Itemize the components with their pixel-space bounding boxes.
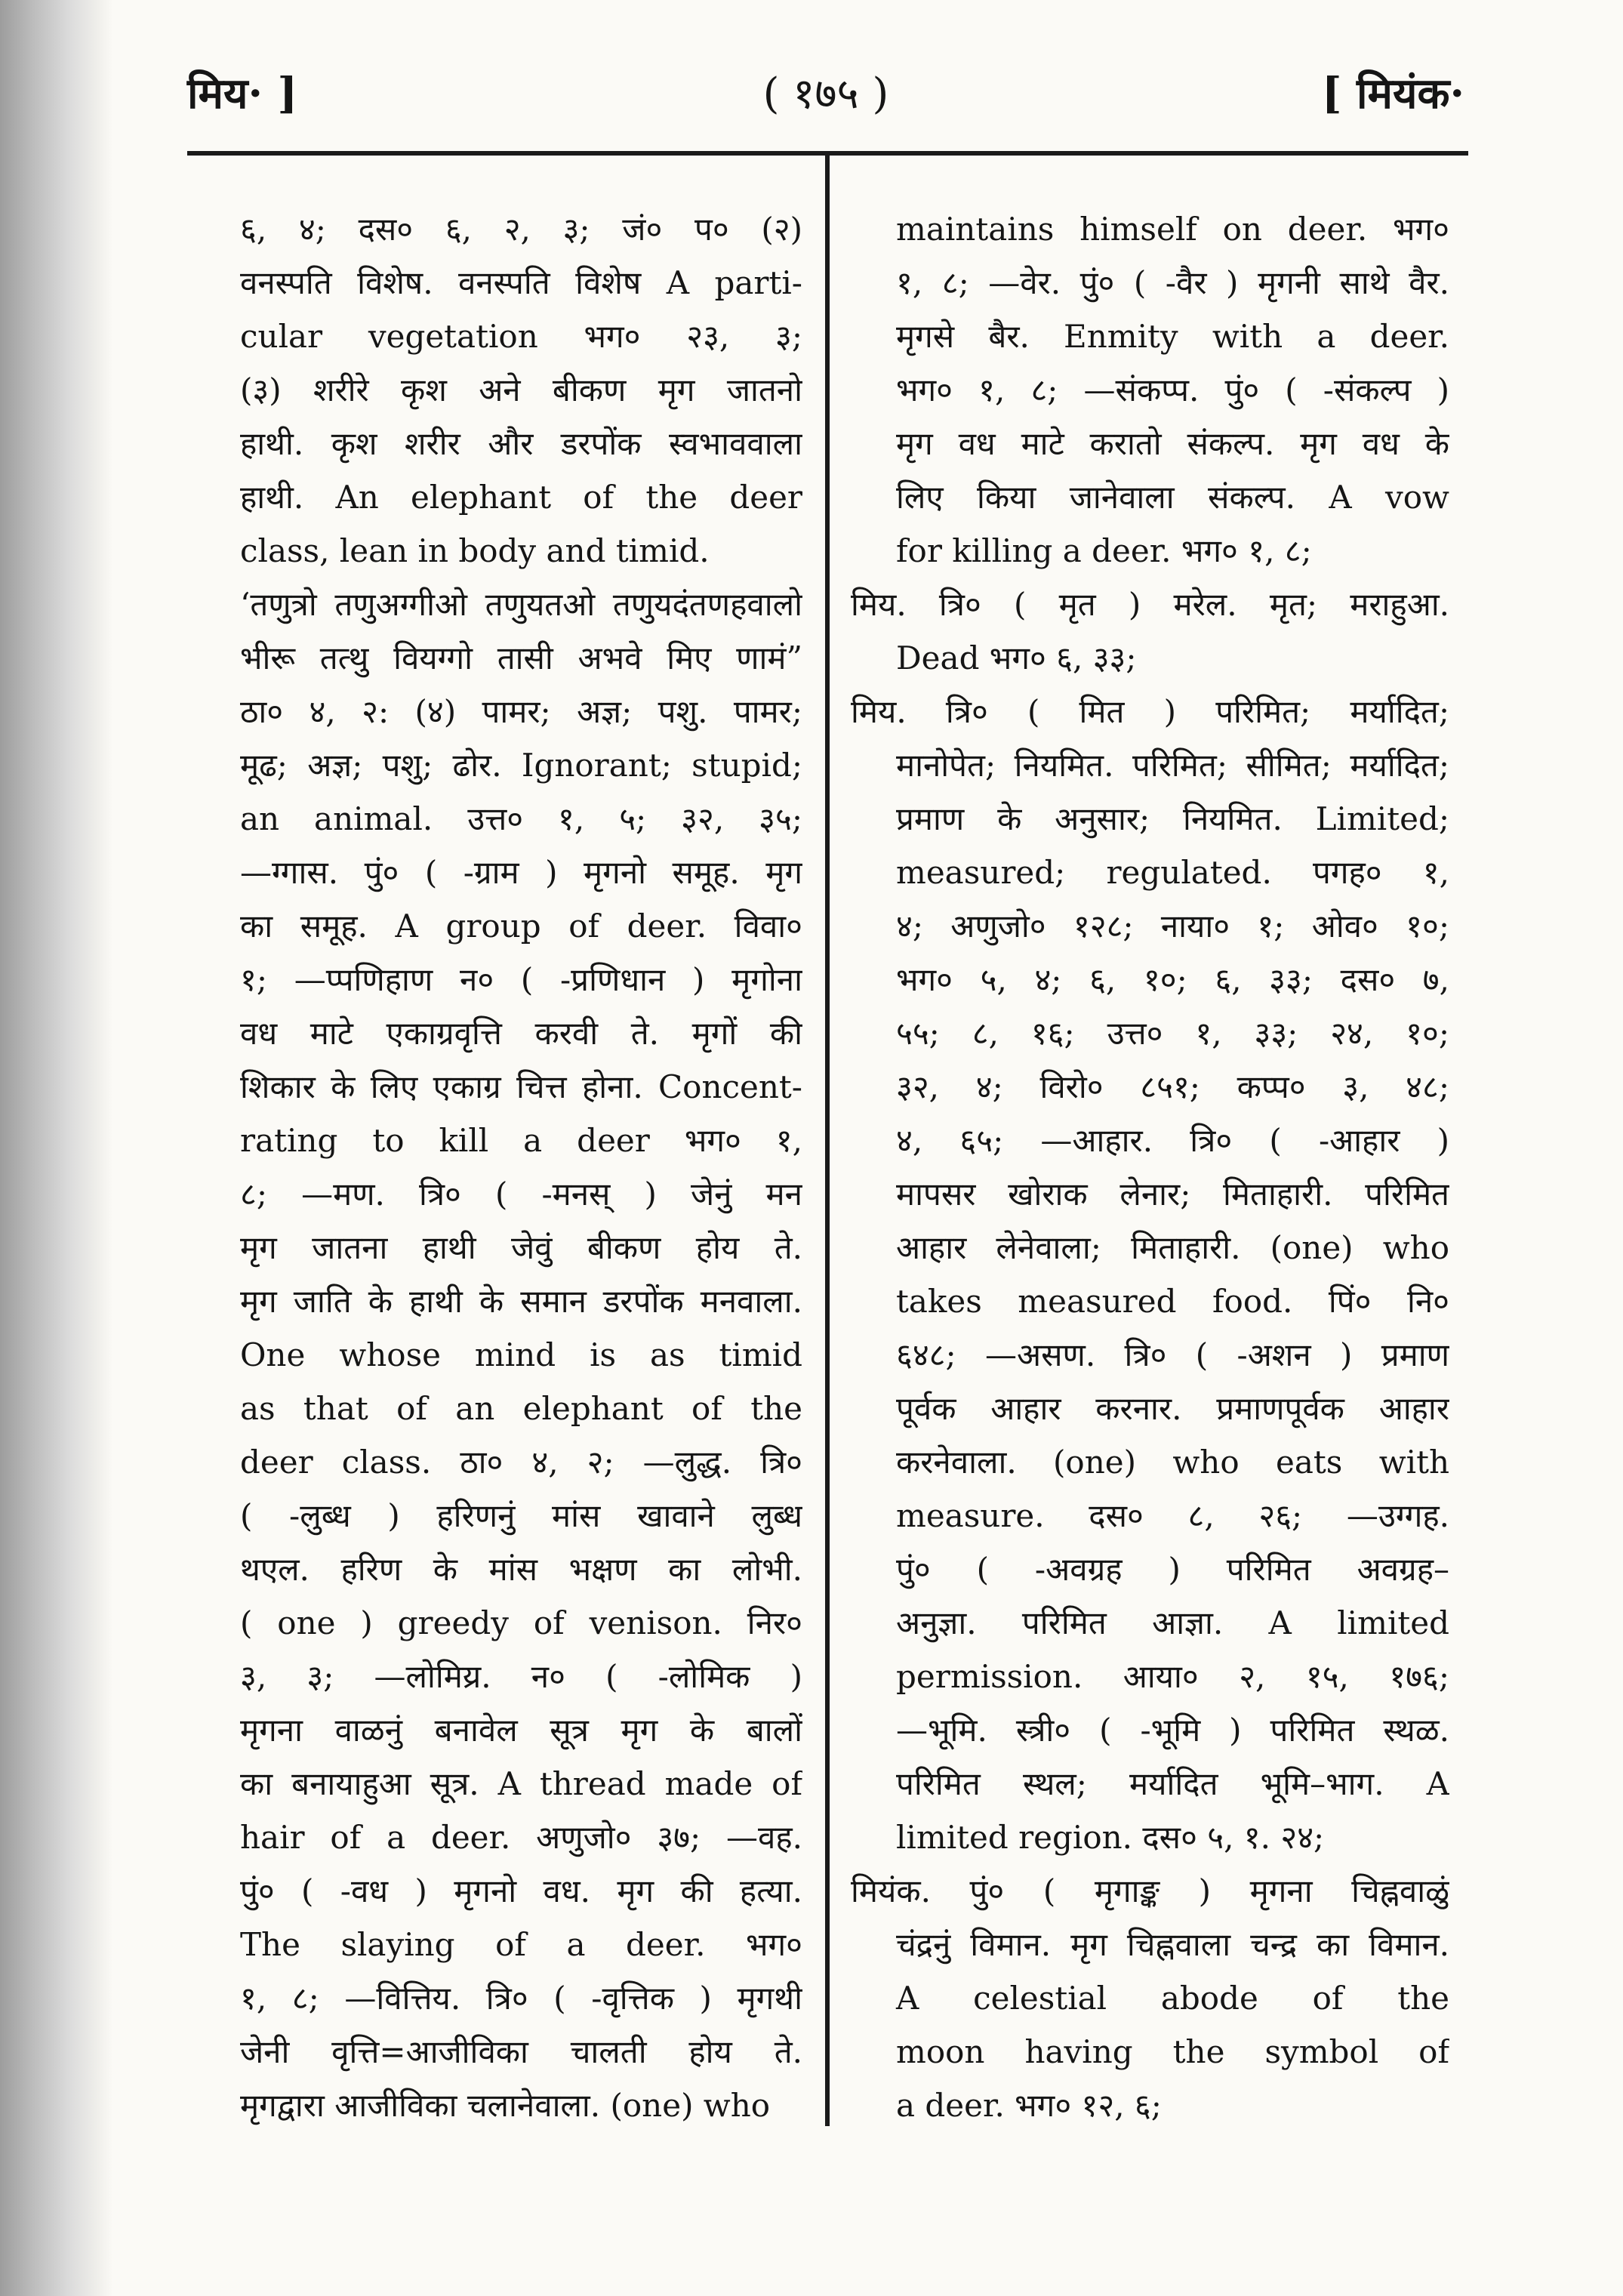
text-line: मापसर खोराक लेनार; मिताहारी. परिमित [896,1176,1449,1213]
text-line: आहार लेनेवाला; मिताहारी. (one) who [896,1229,1449,1266]
text-line: थएल. हरिण के मांस भक्षण का लोभी. [240,1551,802,1588]
text-line: वध माटे एकाग्रवृत्ति करवी ते. मृगों की [240,1015,802,1052]
page-binding-shadow [0,0,113,2296]
text-line: का समूह. A group of deer. विवा० [240,908,802,945]
text-line: अनुज्ञा. परिमित आज्ञा. A limited [896,1604,1449,1641]
text-line: ( -लुब्ध ) हरिणनुं मांस खावाने लुब्ध [240,1497,802,1534]
text-line: ३, ३; —लोमिय्र. न० ( -लोमिक ) [240,1658,802,1695]
text-line: rating to kill a deer भग० १, [240,1122,802,1159]
text-line: a deer. भग० १२, ६; [896,2087,1162,2124]
text-line: ४, ६५; —आहार. त्रि० ( -आहार ) [896,1122,1449,1159]
entry-headword-line: मियंक. पुं० ( मृगाङ्क ) मृगना चिह्नवाळुं [851,1872,1449,1909]
text-line: hair of a deer. अणुजो० ३७; —वह. [240,1819,802,1856]
text-line: an animal. उत्त० १, ५; ३२, ३५; [240,800,802,837]
text-line: भीरू तत्थु वियग्गो तासी अभवे मिए णामं” [240,639,802,676]
text-line: मृग वध माटे करातो संकल्प. मृग वध के [896,425,1449,462]
text-line: A celestial abode of the [896,1980,1449,2017]
text-line: करनेवाला. (one) who eats with [896,1444,1449,1481]
text-line: ठा० ४, २: (४) पामर; अज्ञ; पशु. पामर; [240,693,802,730]
text-line: १; —प्पणिहाण न० ( -प्रणिधान ) मृगोना [240,961,802,998]
text-line: मानोपेत; नियमित. परिमित; सीमित; मर्यादित; [896,747,1449,784]
text-line: १, ८; —वेर. पुं० ( -वैर ) मृगनी साथे वैर. [896,264,1449,301]
header-left-guideword: मिय· ] [187,69,297,119]
text-line: ५५; ८, १६; उत्त० १, ३३; २४, १०; [896,1015,1449,1052]
text-line: भग० ५, ४; ६, १०; ६, ३३; दस० ७, [896,961,1449,998]
text-line: हाथी. An elephant of the deer [240,479,802,516]
entry-headword-line: मिय. त्रि० ( मृत ) मरेल. मृत; मराहुआ. [851,586,1449,623]
header-right-guideword: [ मियंक· [1322,69,1464,119]
left-column [240,202,802,2132]
text-line: हाथी. कृश शरीर और डरपोंक स्वभाववाला [240,425,802,462]
text-line: मृग जाति के हाथी के समान डरपोंक मनवाला. [240,1283,802,1320]
text-line: ३२, ४; विरो० ८५१; कप्प० ३, ४८; [896,1068,1449,1105]
text-line: The slaying of a deer. भग० [240,1926,802,1963]
text-line: measure. दस० ८, २६; —उग्गह. [896,1497,1449,1534]
text-line: measured; regulated. पगह० १, [896,854,1449,891]
text-line: (३) शरीरे कृश अने बीकण मृग जातनो [240,371,802,408]
text-line: —भूमि. स्त्री० ( -भूमि ) परिमित स्थळ. [896,1712,1449,1749]
text-line: ‘तणुत्रो तणुअग्गीओ तणुयतओ तणुयदंतणहवालो [240,586,802,623]
text-line: One whose mind is as timid [240,1336,802,1373]
text-line: deer class. ठा० ४, २; —लुद्ध. त्रि० [240,1444,802,1481]
text-line: चंद्रनुं विमान. मृग चिह्नवाला चन्द्र का विमान. [896,1926,1449,1963]
page-number: ( १७५ ) [762,69,889,119]
text-line: permission. आया० २, १५, १७६; [896,1658,1449,1695]
right-column [851,202,1449,2132]
text-line: —ग्गास. पुं० ( -ग्राम ) मृगनो समूह. मृग [240,854,802,891]
text-line: लिए किया जानेवाला संकल्प. A vow [896,479,1449,516]
text-line: मृगसे बैर. Enmity with a deer. [896,318,1449,355]
text-line: class, lean in body and timid. [240,532,710,569]
text-line: limited region. दस० ५, १. २४; [896,1819,1325,1856]
text-line: ६, ४; दस० ६, २, ३; जं० प० (२) [240,211,802,248]
text-line: as that of an elephant of the [240,1390,802,1427]
text-line: वनस्पति विशेष. वनस्पति विशेष A parti- [240,264,802,301]
text-line: for killing a deer. भग० १, ८; [896,532,1312,569]
text-line: मृगना वाळनुं बनावेल सूत्र मृग के बालों [240,1712,802,1749]
text-line: जेनी वृत्ति=आजीविका चालती होय ते. [240,2033,802,2070]
text-line: ( one ) greedy of venison. निर० [240,1604,802,1641]
column-divider [825,156,830,2126]
text-line: Dead भग० ६, ३३; [896,639,1137,676]
text-line: शिकार के लिए एकाग्र चित्त होना. Concent- [240,1068,802,1105]
text-line: पुं० ( -अवग्रह ) परिमित अवग्रह– [896,1551,1449,1588]
text-line: cular vegetation भग० २३, ३; [240,318,802,355]
page-header [187,54,1464,130]
text-line: प्रमाण के अनुसार; नियमित. Limited; [896,800,1449,837]
text-line: पूर्वक आहार करनार. प्रमाणपूर्वक आहार [896,1390,1449,1427]
text-line: का बनायाहुआ सूत्र. A thread made of [240,1765,802,1802]
text-line: परिमित स्थल; मर्यादित भूमि–भाग. A [896,1765,1449,1802]
text-line: पुं० ( -वध ) मृगनो वध. मृग की हत्या. [240,1872,802,1909]
text-line: takes measured food. पिं० नि० [896,1283,1449,1320]
entry-headword-line: मिय. त्रि० ( मित ) परिमित; मर्यादित; [851,693,1449,730]
text-line: मृगद्वारा आजीविका चलानेवाला. (one) who [240,2087,771,2124]
text-line: ८; —मण. त्रि० ( -मनस् ) जेनुं मन [240,1176,802,1213]
text-line: मृग जातना हाथी जेवुं बीकण होय ते. [240,1229,802,1266]
text-line: maintains himself on deer. भग० [896,211,1449,248]
text-line: ४; अणुजो० १२८; नाया० १; ओव० १०; [896,908,1449,945]
text-line: ६४८; —असण. त्रि० ( -अशन ) प्रमाण [896,1336,1449,1373]
text-line: मूढ; अज्ञ; पशु; ढोर. Ignorant; stupid; [240,747,802,784]
text-line: १, ८; —वित्तिय. त्रि० ( -वृत्तिक ) मृगथी [240,1980,802,2017]
text-line: moon having the symbol of [896,2033,1449,2070]
text-line: भग० १, ८; —संकप्प. पुं० ( -संकल्प ) [896,371,1449,408]
